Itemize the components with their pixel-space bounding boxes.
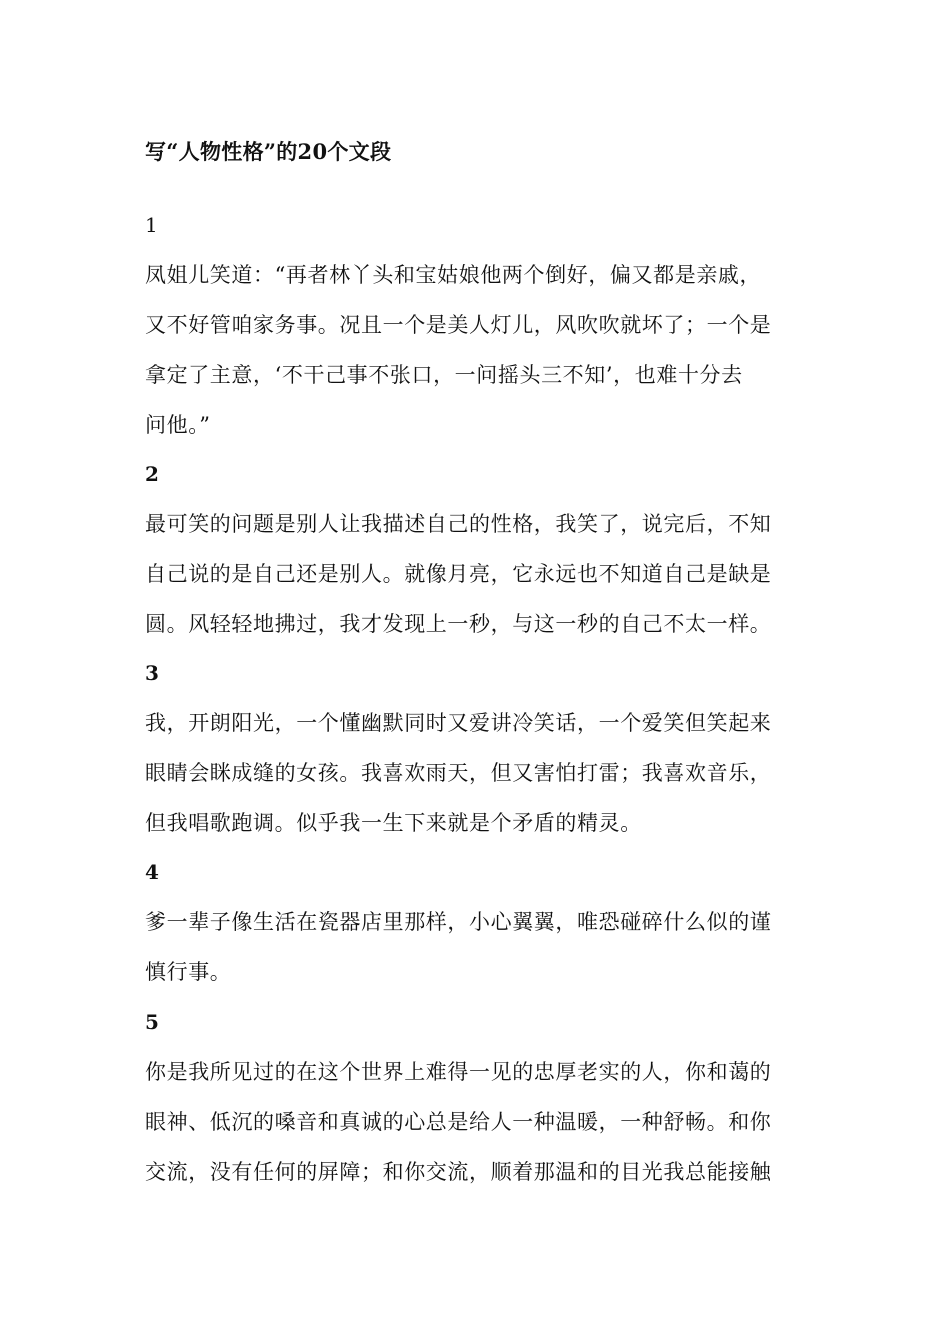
paragraph-line: 交流，没有任何的屏障；和你交流，顺着那温和的目光我总能接触: [145, 1160, 772, 1184]
paragraph-line: 圆。风轻轻地拂过，我才发现上一秒，与这一秒的自己不太一样。: [145, 612, 772, 636]
section-number-5: 5: [145, 1010, 159, 1034]
section-body-4: [145, 897, 805, 997]
section-number-3: 3: [145, 661, 159, 685]
paragraph-line: 你是我所见过的在这个世界上难得一见的忠厚老实的人，你和蔼的: [145, 1060, 772, 1084]
paragraph-line: 眼睛会眯成缝的女孩。我喜欢雨天，但又害怕打雷；我喜欢音乐，: [145, 761, 772, 785]
paragraph-line: 慎行事。: [145, 960, 232, 984]
paragraph-line: 又不好管咱家务事。况且一个是美人灯儿，风吹吹就坏了；一个是: [145, 313, 772, 337]
paragraph-line: 爹一辈子像生活在瓷器店里那样，小心翼翼，唯恐碰碎什么似的谨: [145, 910, 772, 934]
section-body-3: [145, 698, 805, 848]
section-body-5: [145, 1047, 805, 1197]
paragraph-line: 问他。”: [145, 413, 211, 437]
document-title: 写“人物性格”的20个文段: [145, 139, 392, 164]
section-number-4: 4: [145, 860, 159, 884]
section-number-2: 2: [145, 462, 159, 486]
section-body-1: [145, 250, 805, 450]
paragraph-line: 凤姐儿笑道：“再者林丫头和宝姑娘他两个倒好，偏又都是亲戚，: [145, 263, 762, 287]
section-number-1: 1: [145, 213, 158, 237]
paragraph-line: 我，开朗阳光，一个懂幽默同时又爱讲冷笑话，一个爱笑但笑起来: [145, 711, 772, 735]
section-body-2: [145, 499, 805, 649]
paragraph-line: 自己说的是自己还是别人。就像月亮，它永远也不知道自己是缺是: [145, 562, 772, 586]
paragraph-line: 拿定了主意，‘不干己事不张口，一问摇头三不知’，也难十分去: [145, 363, 743, 387]
paragraph-line: 眼神、低沉的嗓音和真诚的心总是给人一种温暖，一种舒畅。和你: [145, 1110, 772, 1134]
paragraph-line: 但我唱歌跑调。似乎我一生下来就是个矛盾的精灵。: [145, 811, 642, 835]
paragraph-line: 最可笑的问题是别人让我描述自己的性格，我笑了，说完后，不知: [145, 512, 772, 536]
